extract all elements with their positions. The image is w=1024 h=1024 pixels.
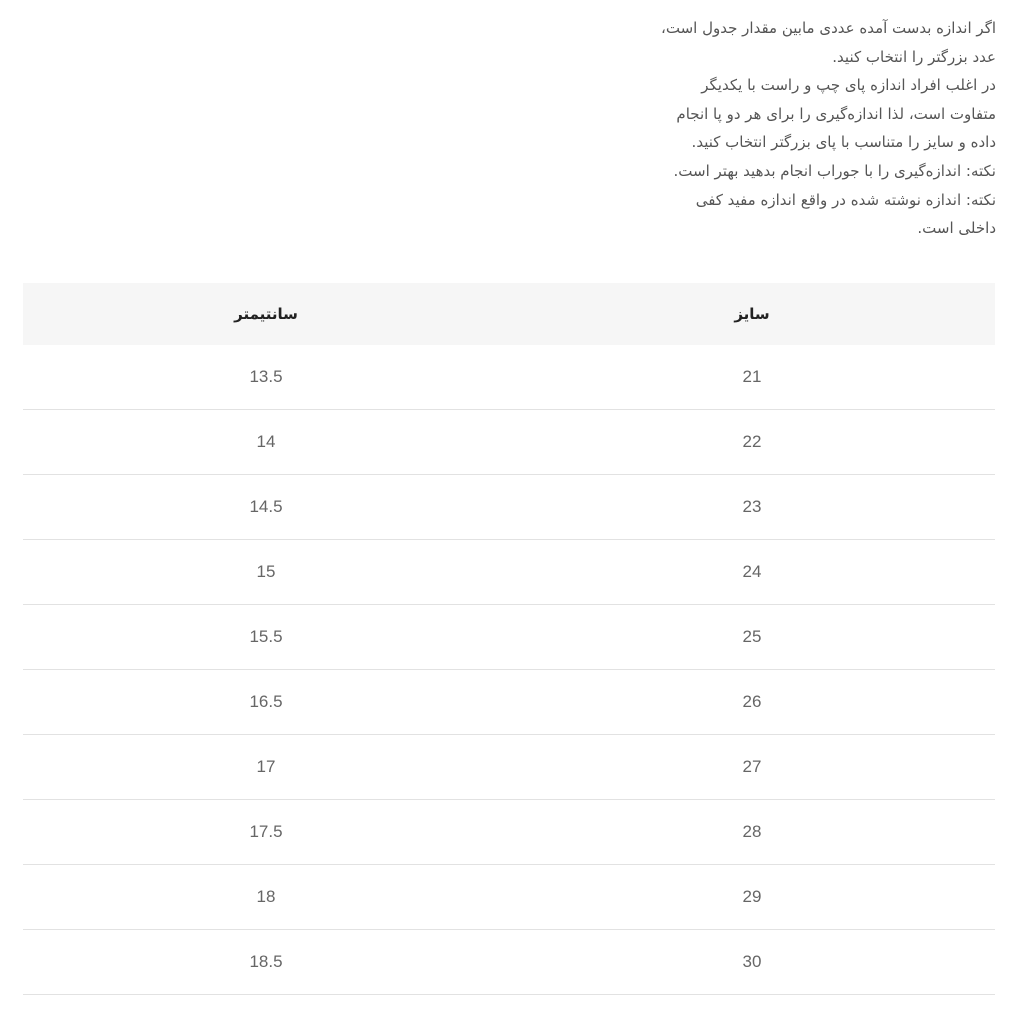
cell-centimeter: 17.5 — [23, 800, 509, 865]
note-line: داده و سایز را متناسب با پای بزرگتر انتخاب کنید. — [691, 133, 996, 152]
cell-centimeter: 15 — [23, 540, 509, 605]
cell-size: 25 — [509, 605, 995, 670]
cell-size: 26 — [509, 670, 995, 735]
table-row — [23, 800, 995, 865]
cell-size: 30 — [509, 930, 995, 995]
note-line: نکته: اندازه‌گیری را با جوراب انجام بدهید بهتر است. — [673, 161, 996, 180]
table-row — [23, 540, 995, 605]
header-size: سایز — [509, 283, 995, 345]
table-row — [23, 865, 995, 930]
cell-centimeter: 18 — [23, 865, 509, 930]
cell-centimeter: 18.5 — [23, 930, 509, 995]
header-centimeter: سانتیمتر — [23, 283, 509, 345]
table-row — [23, 345, 995, 410]
note-line: اگر اندازه بدست آمده عددی مابین مقدار جدول است، — [661, 19, 996, 37]
cell-centimeter: 14 — [23, 410, 509, 475]
note-line: عدد بزرگتر را انتخاب کنید. — [832, 47, 996, 66]
size-table — [23, 283, 995, 995]
note-line: نکته: اندازه نوشته شده در واقع اندازه مفید کفی — [695, 190, 996, 209]
cell-size: 22 — [509, 410, 995, 475]
table-row — [23, 605, 995, 670]
cell-centimeter: 17 — [23, 735, 509, 800]
table-body — [23, 345, 995, 995]
size-guide-notes — [536, 14, 996, 243]
cell-centimeter: 14.5 — [23, 475, 509, 540]
note-line: متفاوت است، لذا اندازه‌گیری را برای هر دو پا انجام — [676, 104, 996, 123]
table-header-row — [23, 283, 995, 345]
cell-size: 29 — [509, 865, 995, 930]
cell-size: 21 — [509, 345, 995, 410]
table-header — [23, 283, 995, 345]
table-row — [23, 735, 995, 800]
cell-size: 23 — [509, 475, 995, 540]
table-row — [23, 930, 995, 995]
note-line: داخلی است. — [917, 219, 996, 238]
table-row — [23, 670, 995, 735]
table-row — [23, 410, 995, 475]
cell-centimeter: 16.5 — [23, 670, 509, 735]
cell-size: 28 — [509, 800, 995, 865]
cell-centimeter: 15.5 — [23, 605, 509, 670]
cell-size: 27 — [509, 735, 995, 800]
note-line: در اغلب افراد اندازه پای چپ و راست با یکدیگر — [701, 76, 996, 95]
cell-size: 24 — [509, 540, 995, 605]
table-row — [23, 475, 995, 540]
cell-centimeter: 13.5 — [23, 345, 509, 410]
